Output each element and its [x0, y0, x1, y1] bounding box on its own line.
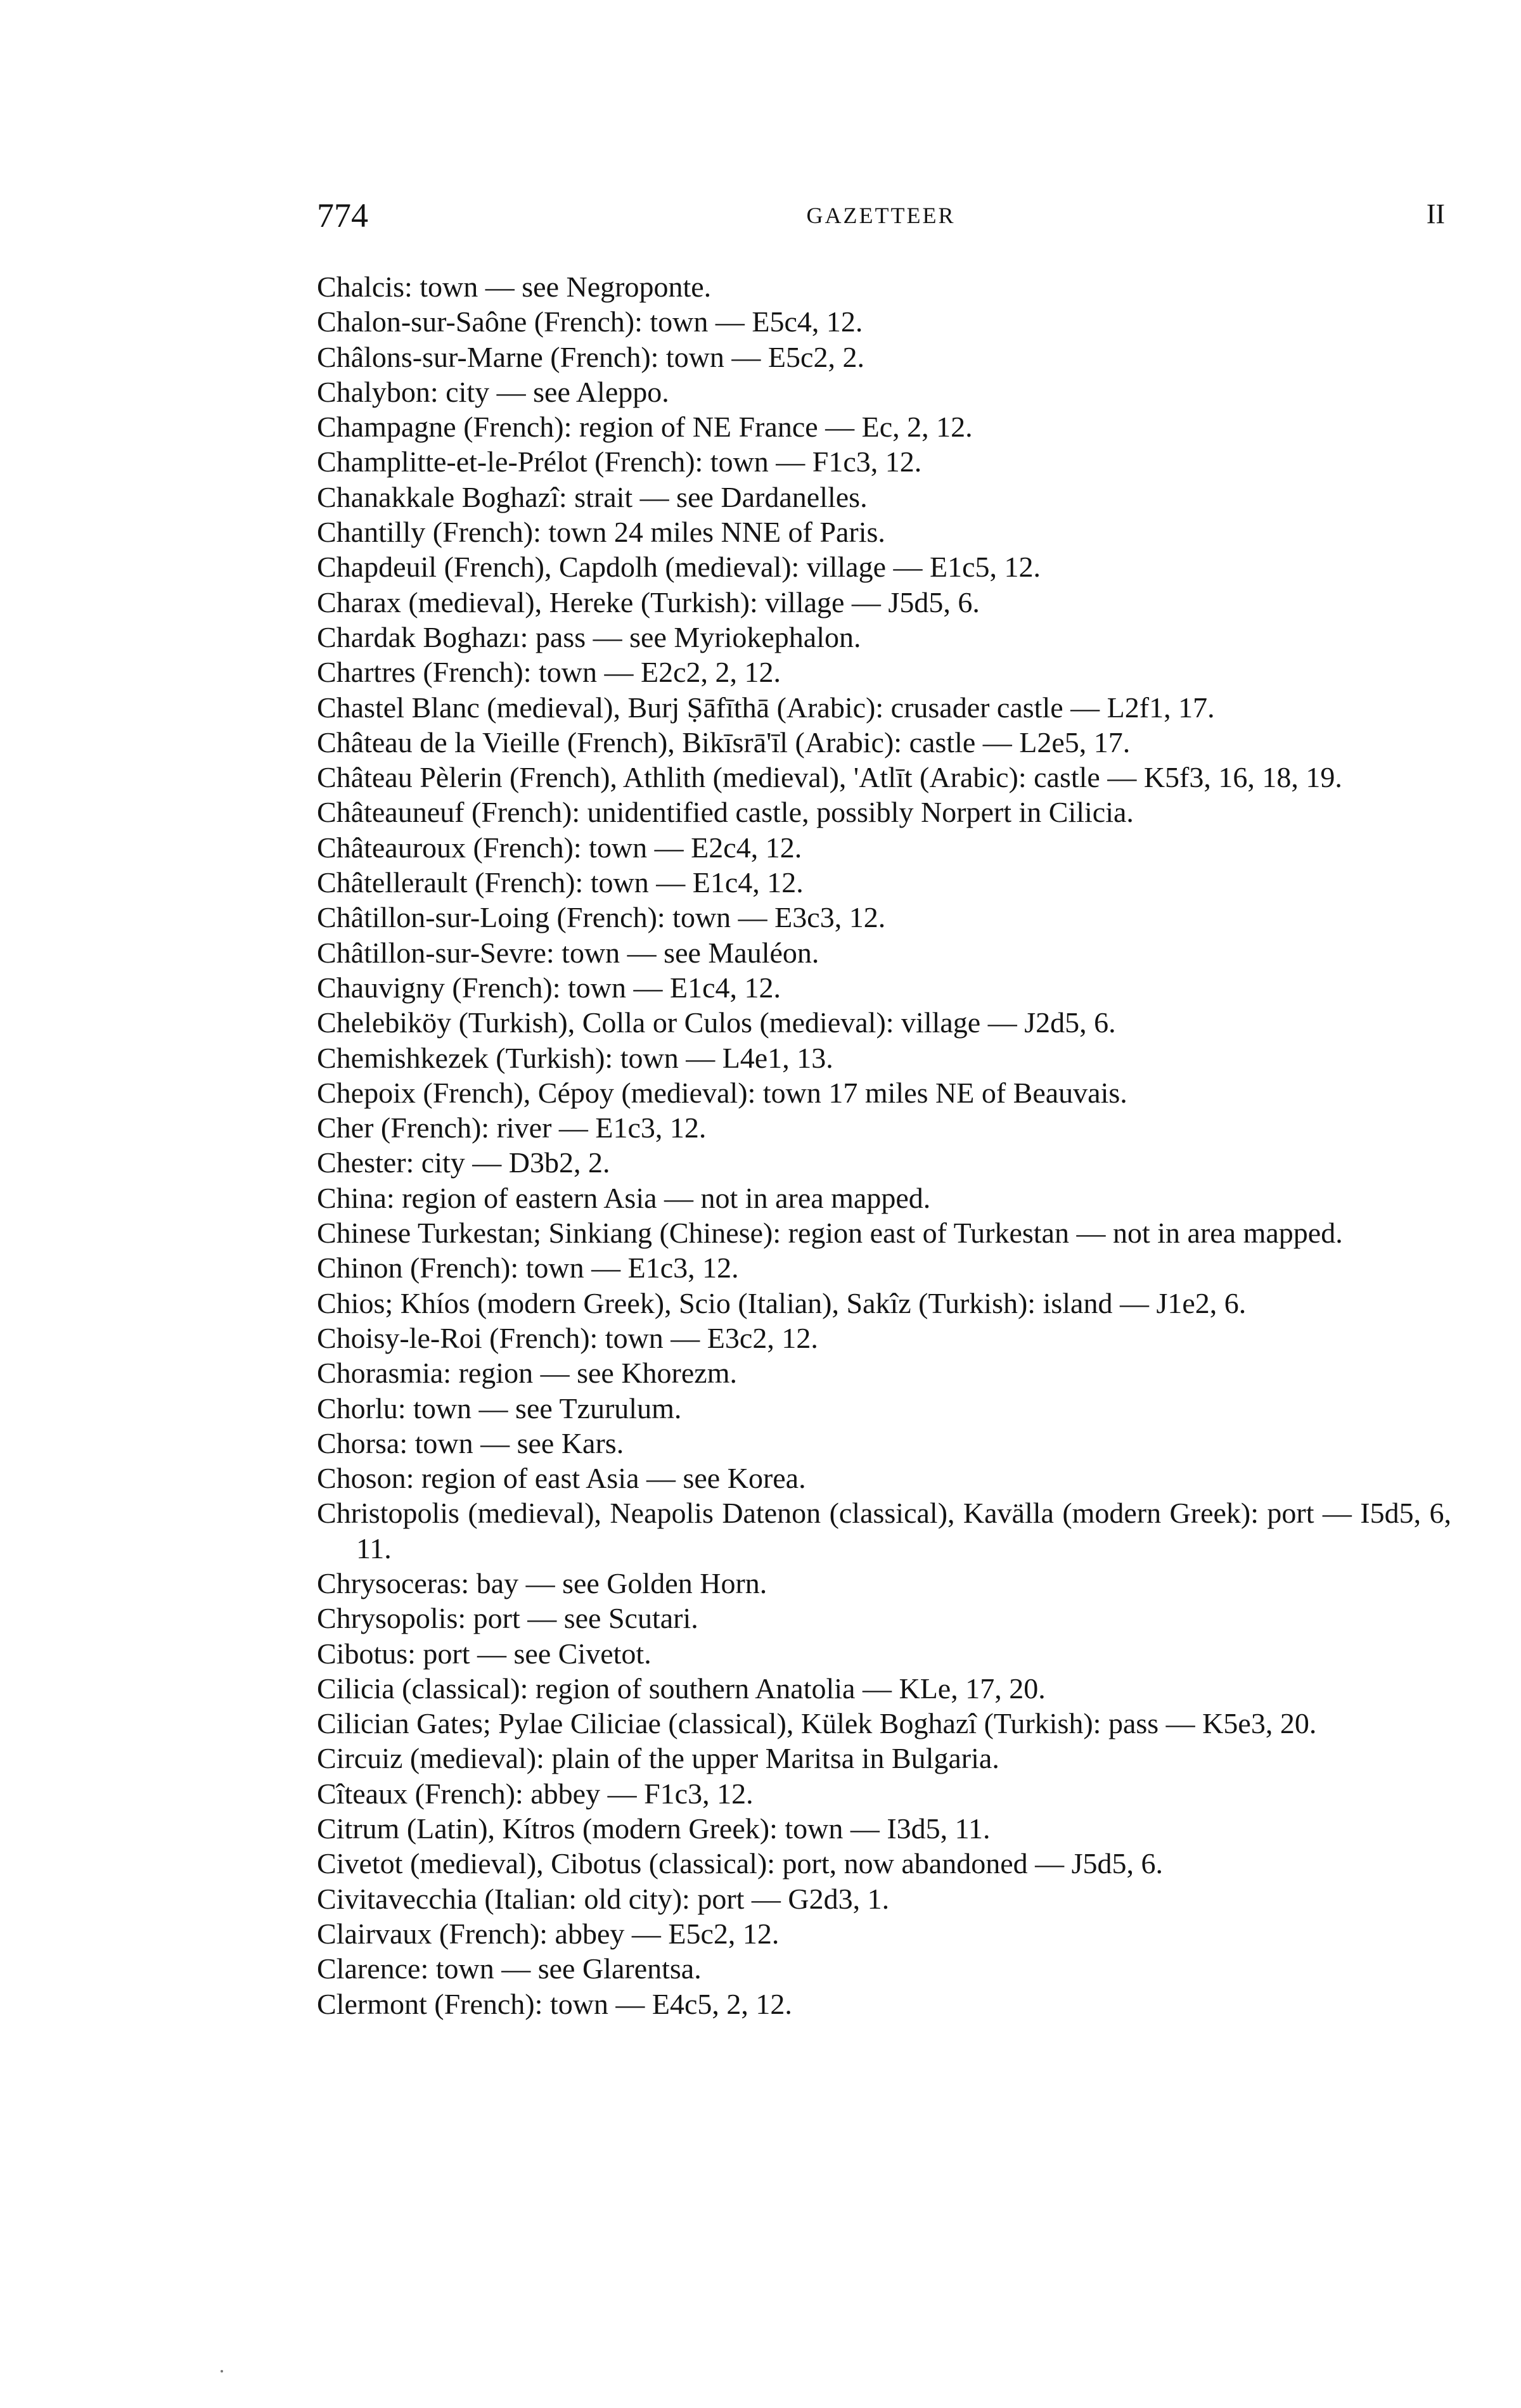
gazetteer-entry: Champagne (French): region of NE France — Ec, 2, 12. [317, 411, 973, 444]
gazetteer-entry: Château de la Vieille (French), Bikīsrā'īl (Arabic): castle — L2e5, 17. [317, 726, 1131, 759]
gazetteer-entry: Chinese Turkestan; Sinkiang (Chinese): region east of Turkestan — not in area mapped. [317, 1217, 1343, 1250]
gazetteer-entry: Châlons-sur-Marne (French): town — E5c2, 2. [317, 340, 864, 373]
gazetteer-entry: Cîteaux (French): abbey — F1c3, 12. [317, 1777, 754, 1810]
gazetteer-entry: Chorsa: town — see Kars. [317, 1426, 624, 1459]
gazetteer-entry: China: region of eastern Asia — not in area mapped. [317, 1181, 931, 1214]
gazetteer-entry: Chapdeuil (French), Capdolh (medieval): village — E1c5, 12. [317, 551, 1041, 584]
gazetteer-entry: Chrysoceras: bay — see Golden Horn. [317, 1566, 767, 1599]
gazetteer-entry: Chalcis: town — see Negroponte. [317, 271, 712, 303]
gazetteer-entry: Châteauroux (French): town — E2c4, 12. [317, 831, 802, 864]
gazetteer-entry: Chelebiköy (Turkish), Colla or Culos (medieval): village — J2d5, 6. [317, 1006, 1116, 1039]
gazetteer-entry: Chemishkezek (Turkish): town — L4e1, 13. [317, 1041, 833, 1074]
gazetteer-entry: Chinon (French): town — E1c3, 12. [317, 1252, 739, 1284]
gazetteer-entry: Chardak Boghazı: pass — see Myriokephalon. [317, 620, 861, 653]
gazetteer-entry: Choson: region of east Asia — see Korea. [317, 1462, 806, 1495]
gazetteer-entry: Clairvaux (French): abbey — E5c2, 12. [317, 1917, 780, 1950]
page-number: 774 [317, 196, 368, 234]
gazetteer-entry: Clarence: town — see Glarentsa. [317, 1952, 702, 1985]
gazetteer-entry: Champlitte-et-le-Prélot (French): town — F1c3, 12. [317, 445, 922, 478]
gazetteer-entry: Chalybon: city — see Aleppo. [317, 375, 669, 408]
gazetteer-entry: Chorasmia: region — see Khorezm. [317, 1357, 737, 1390]
gazetteer-entry: Charax (medieval), Hereke (Turkish): village — J5d5, 6. [317, 586, 980, 618]
volume-number: II [1426, 198, 1445, 229]
gazetteer-entry: Christopolis (medieval), Neapolis Datenon (classical), Kavälla (modern Greek): port — I5d5, 6, 11. [317, 1497, 1451, 1565]
gazetteer-entry: Chios; Khíos (modern Greek), Scio (Italian), Sakîz (Turkish): island — J1e2, 6. [317, 1286, 1247, 1319]
gazetteer-entry: Chepoix (French), Cépoy (medieval): town 17 miles NE of Beauvais. [317, 1076, 1127, 1109]
gazetteer-entry: Chantilly (French): town 24 miles NNE of Paris. [317, 516, 885, 549]
gazetteer-entry: Chrysopolis: port — see Scutari. [317, 1602, 698, 1635]
gazetteer-entry: Cilicia (classical): region of southern Anatolia — KLe, 17, 20. [317, 1672, 1046, 1705]
gazetteer-entry: Chastel Blanc (medieval), Burj Ṣāfīthā (Arabic): crusader castle — L2f1, 17. [317, 691, 1215, 724]
gazetteer-entry: Circuiz (medieval): plain of the upper Maritsa in Bulgaria. [317, 1742, 999, 1775]
gazetteer-entry: Châtillon-sur-Sevre: town — see Mauléon. [317, 936, 819, 969]
gazetteer-entry: Châtellerault (French): town — E1c4, 12. [317, 866, 804, 899]
gazetteer-entry: Chartres (French): town — E2c2, 2, 12. [317, 656, 781, 689]
gazetteer-entry: Chanakkale Boghazî: strait — see Dardanelles. [317, 480, 868, 513]
gazetteer-entry: Châtillon-sur-Loing (French): town — E3c3, 12. [317, 901, 886, 934]
gazetteer-entry: Chester: city — D3b2, 2. [317, 1146, 610, 1179]
gazetteer-entry: Châteauneuf (French): unidentified castle, possibly Norpert in Cilicia. [317, 796, 1134, 829]
gazetteer-entry: Chalon-sur-Saône (French): town — E5c4, 12. [317, 305, 863, 338]
gazetteer-entry: Chorlu: town — see Tzurulum. [317, 1392, 682, 1425]
gazetteer-entry: Citrum (Latin), Kítros (modern Greek): town — I3d5, 11. [317, 1812, 991, 1845]
gazetteer-entry: Civitavecchia (Italian: old city): port — G2d3, 1. [317, 1882, 890, 1915]
gazetteer-entry: Clermont (French): town — E4c5, 2, 12. [317, 1987, 792, 2020]
gazetteer-entry: Château Pèlerin (French), Athlith (medieval), 'Atlīt (Arabic): castle — K5f3, 16, 18, 19. [317, 761, 1342, 794]
gazetteer-entry: Chauvigny (French): town — E1c4, 12. [317, 971, 781, 1004]
running-title: GAZETTEER [806, 203, 956, 228]
gazetteer-entry: Cher (French): river — E1c3, 12. [317, 1111, 707, 1144]
gazetteer-entry: Choisy-le-Roi (French): town — E3c2, 12. [317, 1321, 818, 1354]
running-head [317, 196, 1445, 234]
gazetteer-entry: Civetot (medieval), Cibotus (classical): port, now abandoned — J5d5, 6. [317, 1847, 1164, 1880]
print-speck [221, 2370, 223, 2373]
gazetteer-entries [317, 269, 1451, 2021]
gazetteer-entry: Cilician Gates; Pylae Ciliciae (classical), Külek Boghazî (Turkish): pass — K5e3, 20. [317, 1707, 1317, 1740]
gazetteer-entry: Cibotus: port — see Civetot. [317, 1637, 651, 1670]
